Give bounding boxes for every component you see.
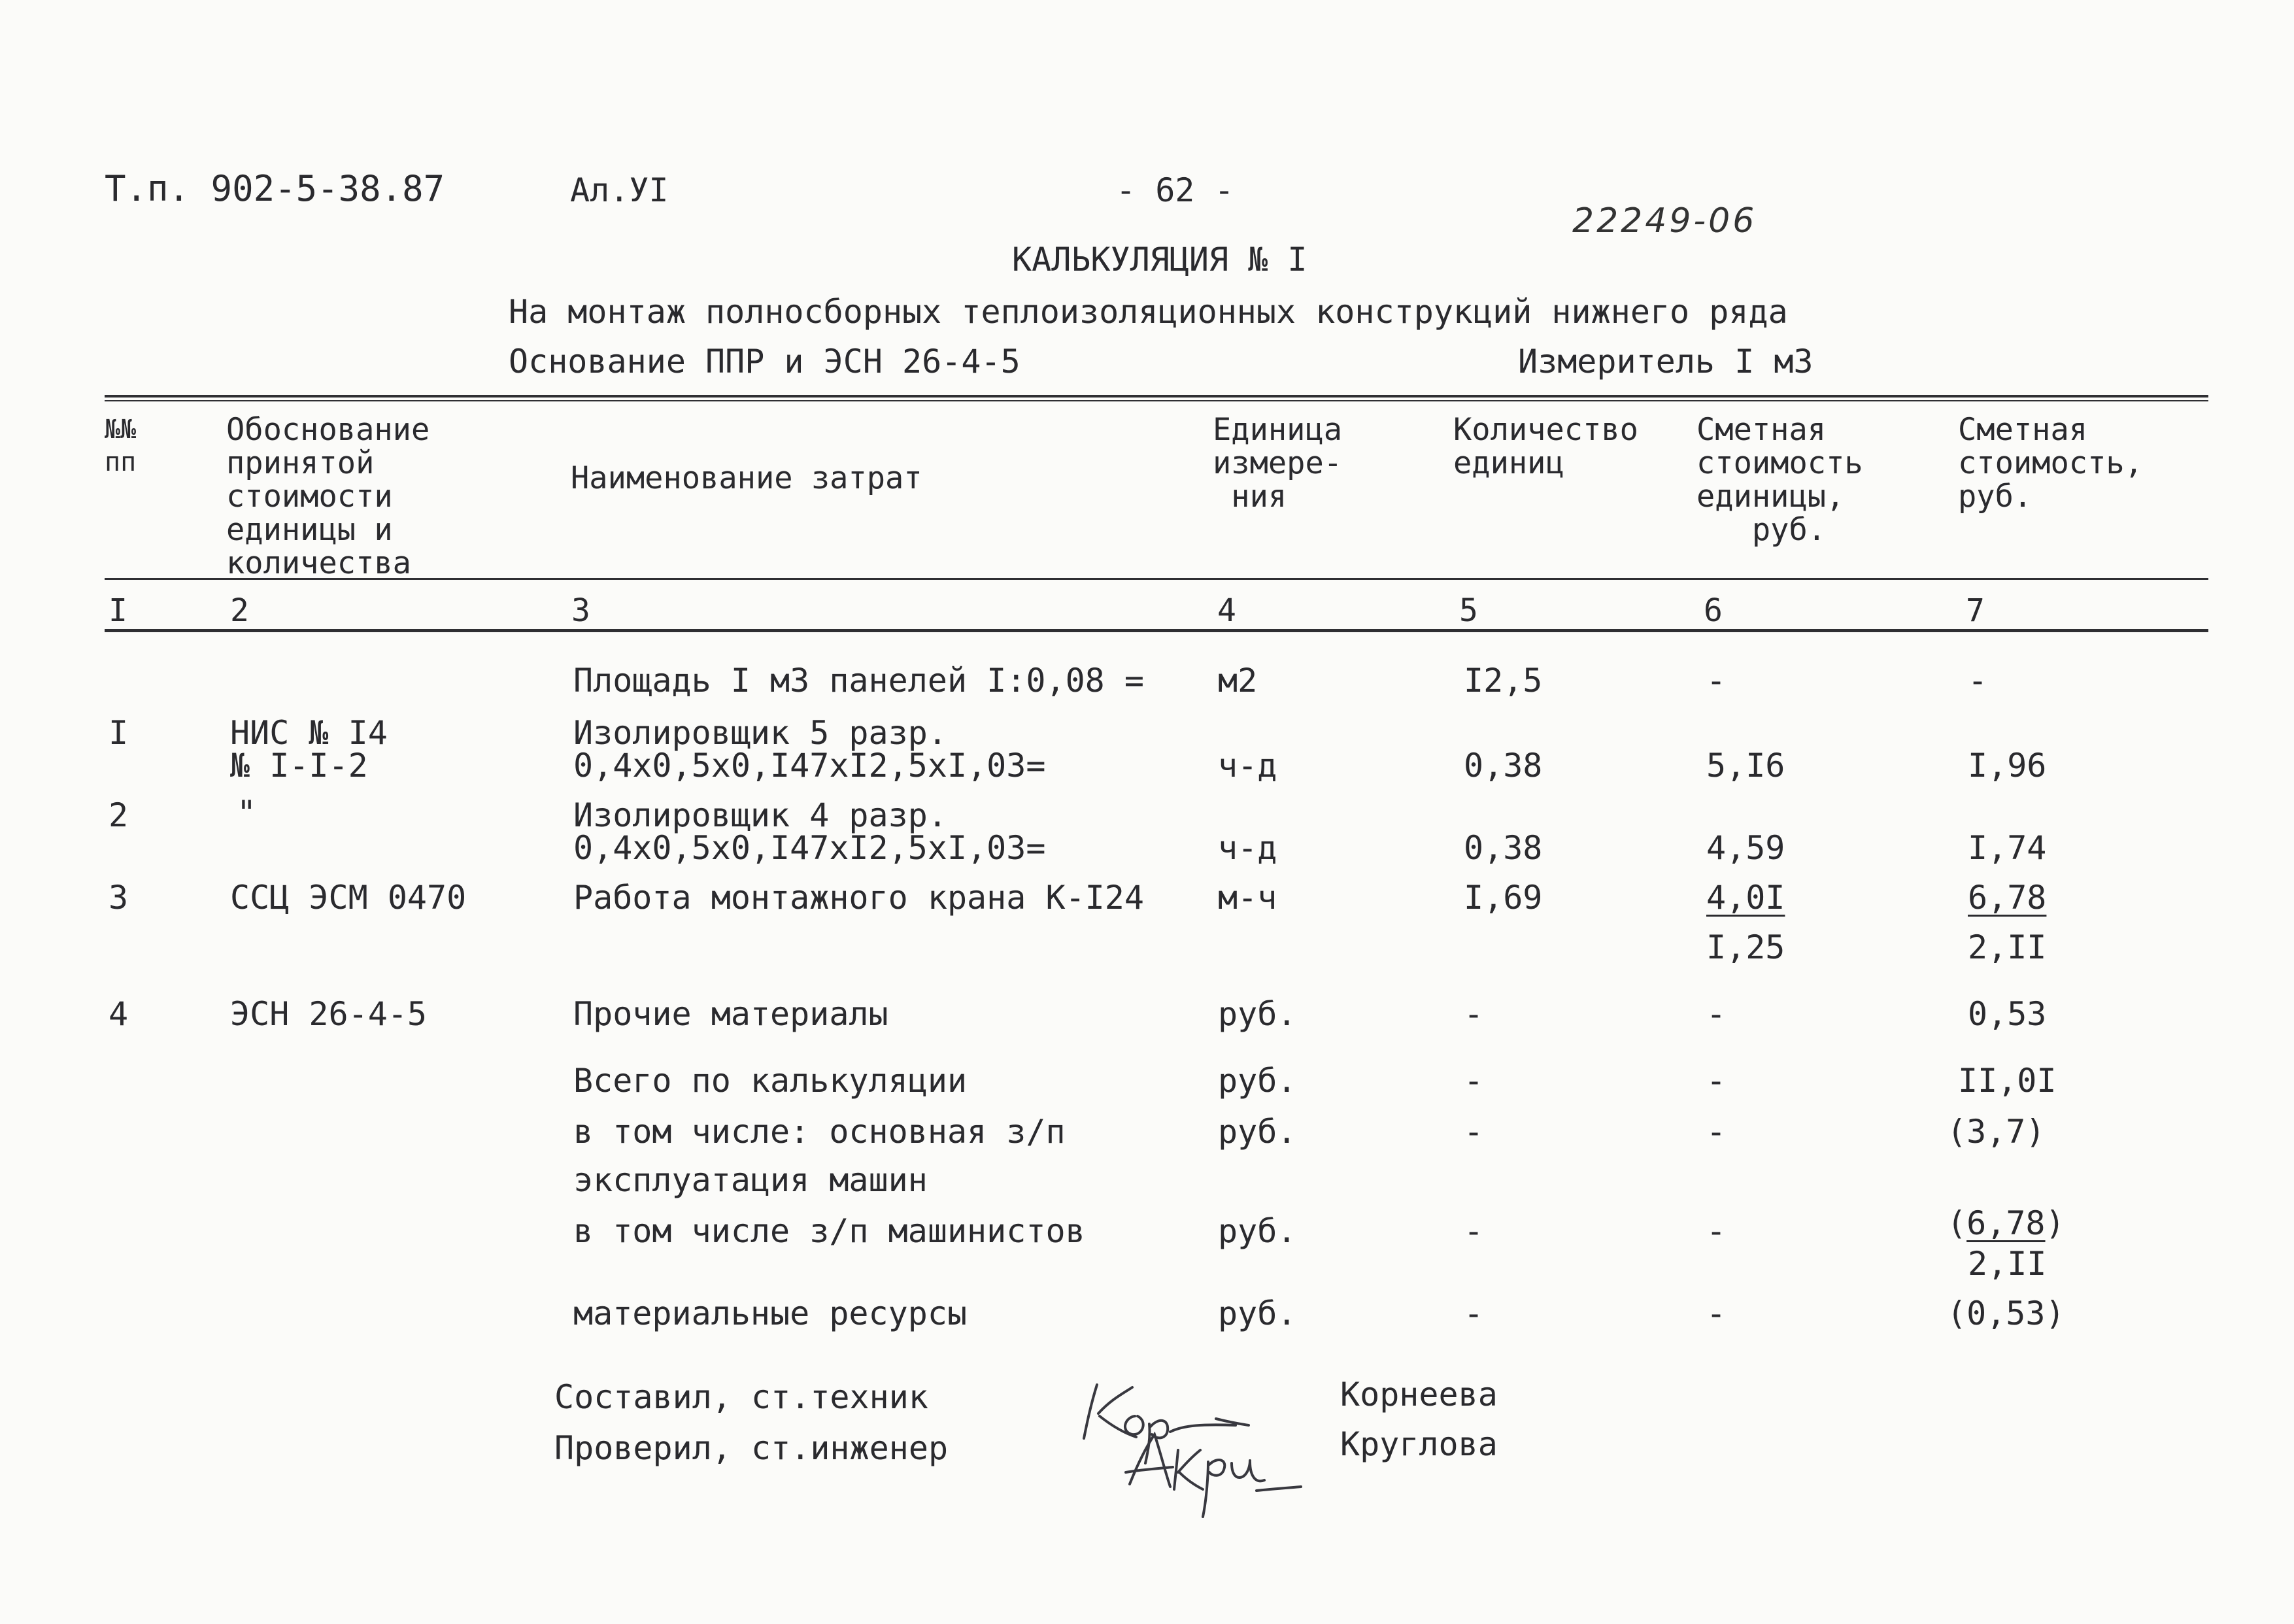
materials-unit: руб. [1218,1294,1297,1332]
col-header-cost-name: Наименование затрат [571,460,922,496]
materials-unit-cost: - [1706,1294,1727,1332]
row-1-unit: ч-д [1218,747,1277,785]
row-3-unit-cost-wages: I,25 [1706,928,1785,966]
row-4-unit: руб. [1218,995,1297,1033]
row-3-cost: 6,78 [1968,879,2047,917]
stamp-number: 22249-06 [1572,201,1757,241]
row-area-unit-cost: - [1706,662,1727,700]
row-4-quantity: - [1464,995,1484,1033]
operators-name: в том числе з/п машинистов [573,1212,1085,1250]
row-4-basis: ЭСН 26-4-5 [230,995,428,1033]
wages-quantity: - [1464,1113,1484,1151]
row-1-name-line-1: Изолировщик 5 разр. [573,714,947,752]
row-4-name: Прочие материалы [573,995,888,1033]
materials-quantity: - [1464,1294,1484,1332]
table-top-rule [105,395,2208,398]
total-unit: руб. [1218,1062,1297,1100]
row-2-basis-ditto: " [237,794,257,832]
row-area-name: Площадь I м3 панелей I:0,08 = [573,662,1144,700]
checked-by-name: Круглова [1340,1425,1498,1463]
col-header-unit-cost: Сметная стоимость единицы, руб. [1696,412,1863,548]
document-title: КАЛЬКУЛЯЦИЯ № I [1012,241,1307,279]
col-number-4: 4 [1217,592,1236,629]
row-area-cost: - [1968,662,1988,700]
row-1-quantity: 0,38 [1464,747,1543,785]
row-1-name-line-2: 0,4x0,5x0,I47xI2,5xI,03= [573,747,1046,785]
row-2-quantity: 0,38 [1464,829,1543,867]
row-3-unit: м-ч [1218,879,1277,917]
col-header-total-cost: Сметная стоимость, руб. [1958,412,2143,515]
compiled-by-label: Составил, ст.техник [554,1378,928,1416]
total-unit-cost: - [1706,1062,1727,1100]
col-header-basis: Обоснование принятой стоимости единицы и количества [226,412,430,581]
row-2-cost: I,74 [1968,829,2047,867]
col-number-3: 3 [571,592,590,629]
wages-unit: руб. [1218,1113,1297,1151]
wages-cost: (3,7) [1947,1113,2046,1151]
page-number: - 62 - [1116,171,1234,209]
wages-name: в том числе: основная з/п [573,1113,1066,1151]
document-subtitle: На монтаж полносборных теплоизоляционных конструкций нижнего ряда [509,293,1788,331]
row-1-number: I [109,714,129,752]
machines-name: эксплуатация машин [573,1161,928,1199]
col-number-2: 2 [230,592,249,629]
project-code: Т.п. 902-5-38.87 [105,168,445,209]
row-4-number: 4 [109,995,129,1033]
row-1-cost: I,96 [1968,747,2047,785]
row-4-cost: 0,53 [1968,995,2047,1033]
wages-unit-cost: - [1706,1113,1727,1151]
col-number-1: I [109,592,127,629]
operators-cost-wages: 2,II [1968,1245,2047,1283]
compiled-by-name: Корнеева [1340,1376,1498,1413]
checked-by-label: Проверил, ст.инженер [554,1429,949,1467]
table-top-rule-inner [105,400,2208,401]
row-area-unit: м2 [1218,662,1258,700]
row-2-unit-cost: 4,59 [1706,829,1785,867]
measure-unit: Измеритель I м3 [1518,343,1813,381]
total-cost: II,0I [1958,1062,2057,1100]
row-3-unit-cost: 4,0I [1706,879,1785,917]
total-name: Всего по калькуляции [573,1062,968,1100]
row-1-unit-cost: 5,I6 [1706,747,1785,785]
row-2-name-line-2: 0,4x0,5x0,I47xI2,5xI,03= [573,829,1046,867]
checked-by-signature [1105,1412,1314,1523]
row-3-basis: ССЦ ЭСМ 0470 [230,879,467,917]
column-numbers-rule [105,629,2208,632]
operators-quantity: - [1464,1212,1484,1250]
row-3-cost-wages: 2,II [1968,928,2047,966]
row-4-unit-cost: - [1706,995,1727,1033]
col-number-6: 6 [1704,592,1723,629]
row-3-name: Работа монтажного крана К-I24 [573,879,1144,917]
col-number-5: 5 [1459,592,1478,629]
operators-cost: (6,78) [1947,1204,2065,1242]
album-number: Ал.УI [570,171,669,209]
col-header-number: №№ пп [105,414,137,477]
materials-name: материальные ресурсы [573,1294,968,1332]
row-2-unit: ч-д [1218,829,1277,867]
row-3-quantity: I,69 [1464,879,1543,917]
row-area-quantity: I2,5 [1464,662,1543,700]
total-quantity: - [1464,1062,1484,1100]
row-3-number: 3 [109,879,129,917]
row-1-basis-line-2: № I-I-2 [230,747,368,785]
operators-unit: руб. [1218,1212,1297,1250]
col-header-quantity: Количество единиц [1453,412,1638,481]
row-2-number: 2 [109,796,129,834]
row-1-basis-line-1: НИС № I4 [230,714,388,752]
materials-cost: (0,53) [1947,1294,2065,1332]
row-2-name-line-1: Изолировщик 4 разр. [573,796,947,834]
col-header-unit: Единица измере- ния [1213,412,1343,515]
col-number-7: 7 [1966,592,1985,629]
operators-unit-cost: - [1706,1212,1727,1250]
basis-line: Основание ППР и ЭСН 26-4-5 [509,343,1020,381]
